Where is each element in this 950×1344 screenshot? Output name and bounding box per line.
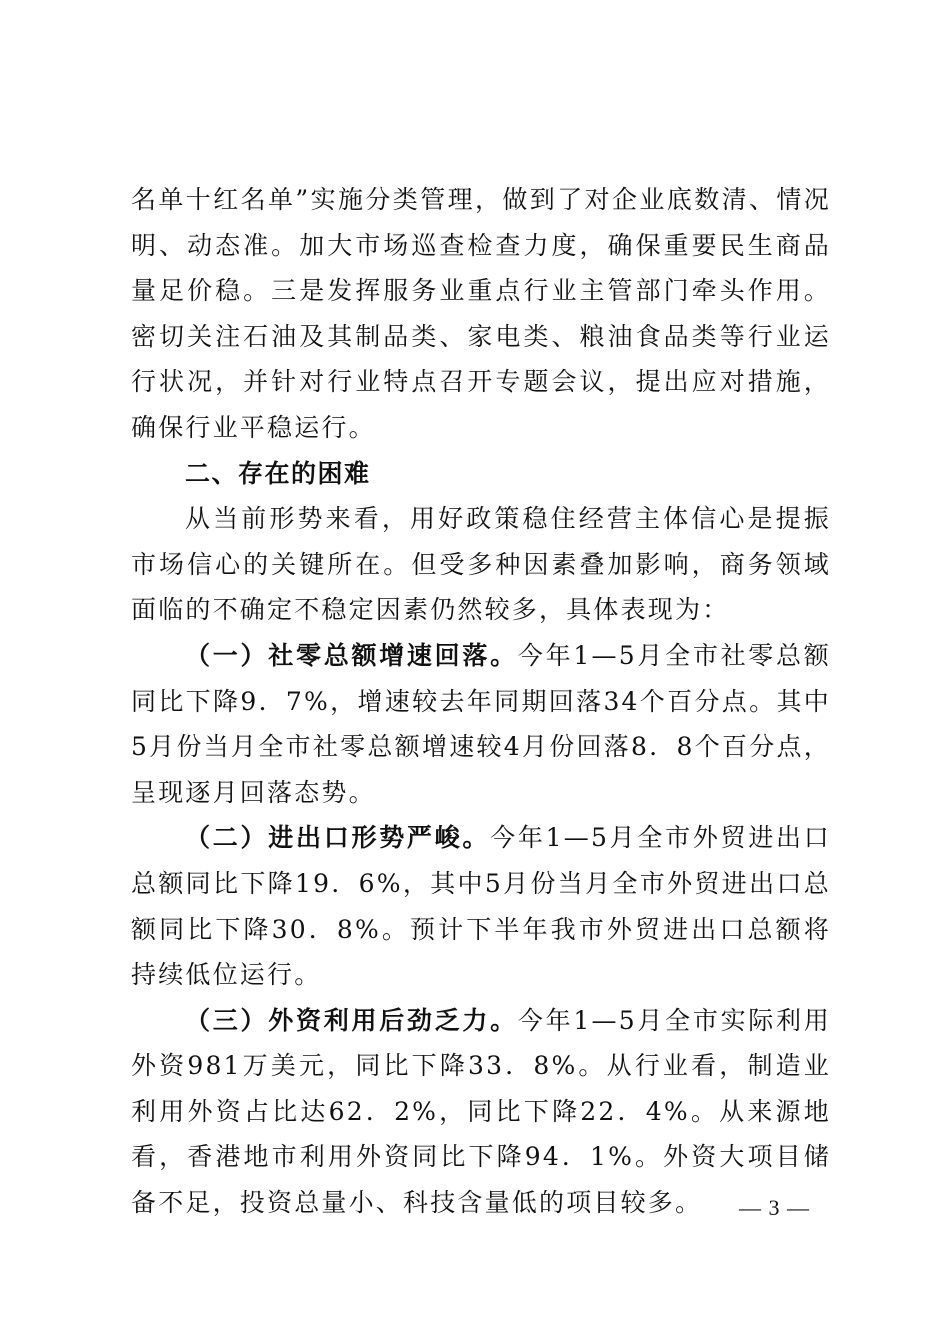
paragraph-continuation: 名单十红名单”实施分类管理，做到了对企业底数清、情况明、动态准。加大市场巡查检查力度，确保重要民生商品量足价稳。三是发挥服务业重点行业主管部门牵头作用。密切关注石油及其制品类、家电类、粮油食品类等行业运行状况，并针对行业特点召开专题会议，提出应对措施，确保行业平稳运行。 bbox=[131, 185, 831, 442]
document-body bbox=[131, 177, 831, 1226]
subheading-foreign-investment: （三）外资利用后劲乏力。 bbox=[185, 1005, 518, 1035]
paragraph-intro: 从当前形势来看，用好政策稳住经营主体信心是提振市场信心的关键所在。但受多种因素叠加影响，商务领域面临的不确定不稳定因素仍然较多，具体表现为： bbox=[131, 504, 831, 625]
paragraph-foreign-investment-body: 今年1—5月全市实际利用外资981万美元，同比下降33．8%。从行业看，制造业利用外资占比达62．2%，同比下降22．4%。从来源地看，香港地市利用外资同比下降94．1%。外资大项目储备不足，投资总量小、科技含量低的项目较多。 bbox=[131, 1005, 831, 1218]
paragraph-foreign-investment bbox=[131, 998, 831, 1226]
paragraph-retail bbox=[131, 633, 831, 815]
page-number: — 3 — bbox=[739, 1195, 810, 1220]
paragraph-trade-body: 今年1—5月全市外贸进出口总额同比下降19．6%，其中5月份当月全市外贸进出口总额同比下降30．8%。预计下半年我市外贸进出口总额将持续低位运行。 bbox=[131, 823, 832, 990]
paragraph-trade bbox=[131, 815, 831, 997]
subheading-retail: （一）社零总额增速回落。 bbox=[185, 640, 518, 670]
section-heading: 二、存在的困难 bbox=[185, 458, 371, 488]
paragraph-retail-body: 今年1—5月全市社零总额同比下降9．7%，增速较去年同期回落34个百分点。其中5月份当月全市社零总额增速较4月份回落8．8个百分点，呈现逐月回落态势。 bbox=[131, 640, 831, 807]
subheading-trade: （二）进出口形势严峻。 bbox=[185, 823, 491, 853]
